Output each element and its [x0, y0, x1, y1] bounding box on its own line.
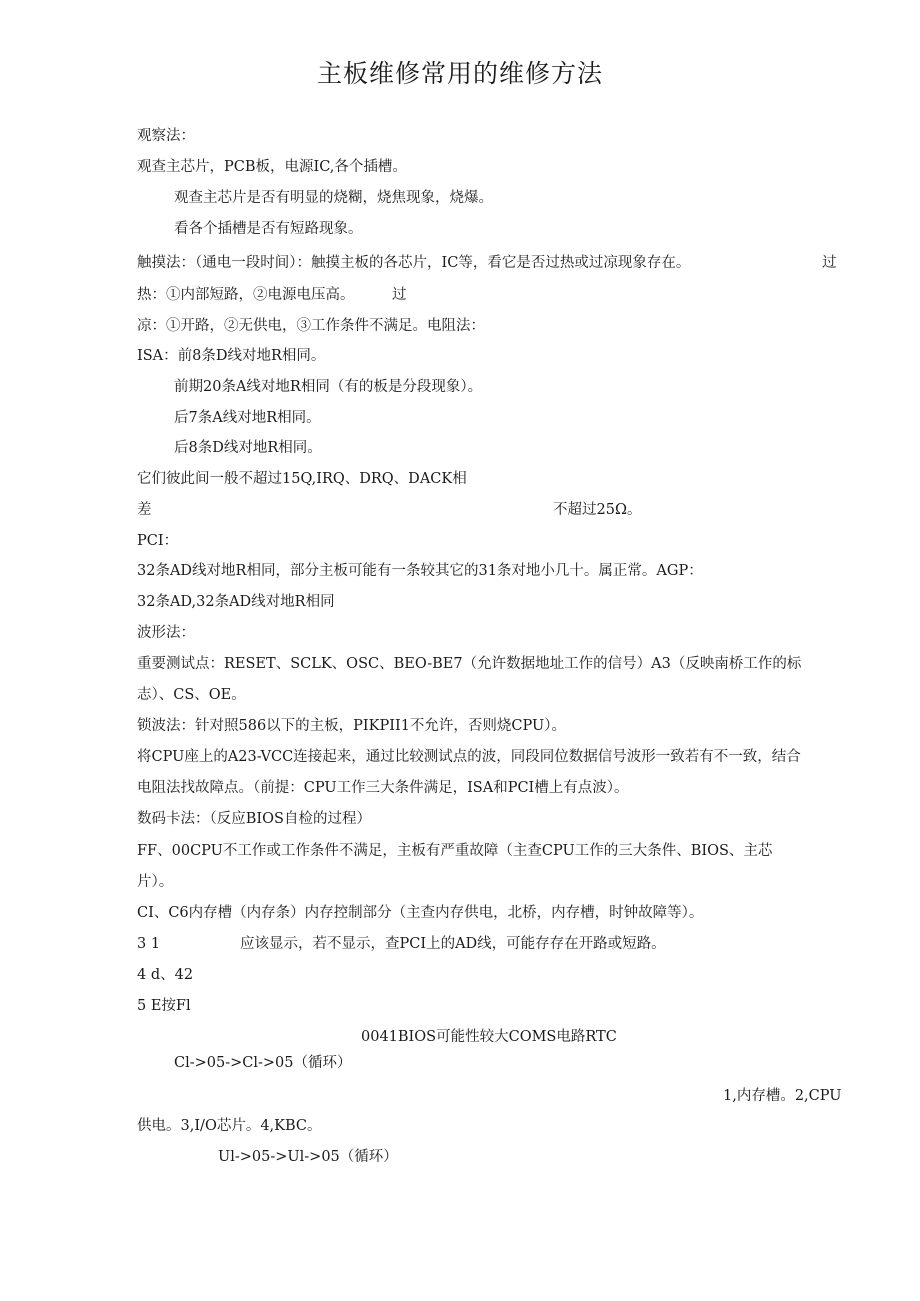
- text-line: 0041BIOS可能性较大COMS电路RTC: [361, 1029, 617, 1045]
- text-line: 1,内存槽。2,CPU: [723, 1088, 842, 1104]
- text-line: 5 E按Fl: [137, 998, 191, 1014]
- text-line: 它们彼此间一般不超过15Q,IRQ、DRQ、DACK相: [137, 471, 467, 487]
- text-line: 凉：①开路，②无供电，③工作条件不满足。电阻法：: [137, 318, 485, 334]
- text-line: 观察法：: [137, 128, 195, 144]
- text-line: 观查主芯片，PCB板，电源IC,各个插槽。: [137, 159, 407, 175]
- text-line: Cl->05->Cl->05（循环）: [174, 1055, 352, 1071]
- text-line: 后8条D线对地R相同。: [174, 440, 322, 456]
- text-line: 过: [392, 287, 407, 303]
- text-line: 片）。: [137, 874, 174, 890]
- text-line: 看各个插槽是否有短路现象。: [174, 221, 363, 237]
- page-title: 主板维修常用的维修方法: [316, 59, 603, 88]
- text-line: 差: [137, 502, 152, 518]
- text-line: PCI：: [137, 533, 179, 549]
- text-line: CI、C6内存槽（内存条）内存控制部分（主查内存供电，北桥，内存槽，时钟故障等）。: [137, 905, 704, 921]
- text-line: 数码卡法：（反应BIOS自检的过程）: [137, 811, 371, 827]
- text-line: 后7条A线对地R相同。: [174, 410, 321, 426]
- text-line: 锁波法：针对照586以下的主板，PIKPII1不允许，否则烧CPU）。: [137, 718, 566, 734]
- text-line: 波形法：: [137, 625, 195, 641]
- text-line: 不超过25Ω。: [553, 502, 642, 518]
- text-line: 热：①内部短路，②电源电压高。: [137, 287, 355, 303]
- text-line: 供电。3,I/O芯片。4,KBC。: [137, 1118, 322, 1134]
- text-line: 过: [822, 255, 837, 271]
- text-line: 触摸法：（通电一段时间）：触摸主板的各芯片，IC等，看它是否过热或过凉现象存在。: [137, 255, 691, 271]
- text-line: 32条AD线对地R相同，部分主板可能有一条较其它的31条对地小几十。属正常。AGP：: [137, 563, 703, 579]
- text-line: 电阻法找故障点。（前提：CPU工作三大条件满足，ISA和PCI槽上有点波）。: [137, 780, 629, 796]
- text-line: 观查主芯片是否有明显的烧糊，烧焦现象，烧爆。: [174, 190, 493, 206]
- text-line: FF、00CPU不工作或工作条件不满足，主板有严重故障（主查CPU工作的三大条件、BIOS、主芯: [137, 843, 773, 859]
- text-line: ISA：前8条D线对地R相同。: [137, 348, 326, 364]
- text-line: 将CPU座上的A23-VCC连接起来，通过比较测试点的波，同段同位数据信号波形一致若有不一致，结合: [137, 749, 801, 765]
- text-line: 应该显示，若不显示，查PCI上的AD线，可能存存在开路或短路。: [240, 936, 666, 952]
- text-line: 32条AD,32条AD线对地R相同: [137, 594, 335, 610]
- text-line: 前期20条A线对地R相同（有的板是分段现象）。: [174, 379, 483, 395]
- text-line: 3 1: [137, 936, 161, 952]
- text-line: Ul->05->Ul->05（循环）: [218, 1149, 398, 1165]
- text-line: 重要测试点：RESET、SCLK、OSC、BEO-BE7（允许数据地址工作的信号）A3（反映南桥工作的标: [137, 656, 802, 672]
- text-line: 志）、CS、OE。: [137, 687, 246, 703]
- text-line: 4 d、42: [137, 967, 194, 983]
